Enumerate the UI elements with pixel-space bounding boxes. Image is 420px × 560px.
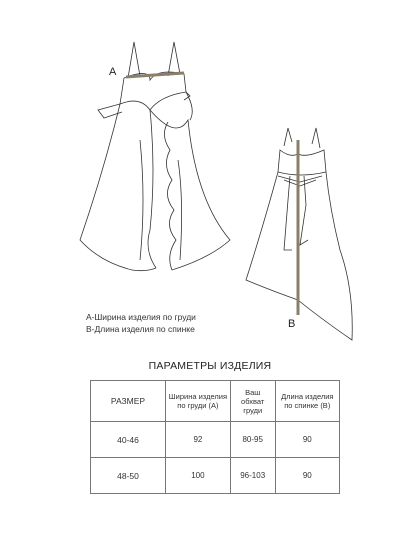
header-bust-width: Ширина изделия по груди (А) — [166, 381, 231, 422]
header-back-length: Длина изделия по спинке (В) — [275, 381, 339, 422]
cell-your-bust: 96-103 — [230, 458, 275, 494]
table-header-row — [91, 381, 340, 422]
cell-bust-width: 92 — [166, 422, 231, 458]
cell-back-length: 90 — [275, 422, 339, 458]
table-row — [91, 458, 340, 494]
size-table — [90, 380, 340, 494]
legend-a: A-Ширина изделия по груди — [86, 312, 196, 322]
table-title: ПАРАМЕТРЫ ИЗДЕЛИЯ — [148, 360, 272, 372]
label-b: B — [288, 318, 296, 330]
cell-size: 48-50 — [91, 458, 166, 494]
legend-b: B-Длина изделия по спинке — [86, 324, 195, 334]
measure-line-a — [126, 73, 184, 77]
cell-size: 40-46 — [91, 422, 166, 458]
header-your-bust: Ваш обхват груди — [230, 381, 275, 422]
table-row — [91, 422, 340, 458]
cell-your-bust: 80-95 — [230, 422, 275, 458]
header-size: РАЗМЕР — [91, 381, 166, 422]
label-a: A — [109, 66, 117, 78]
cell-bust-width: 100 — [166, 458, 231, 494]
cell-back-length: 90 — [275, 458, 339, 494]
